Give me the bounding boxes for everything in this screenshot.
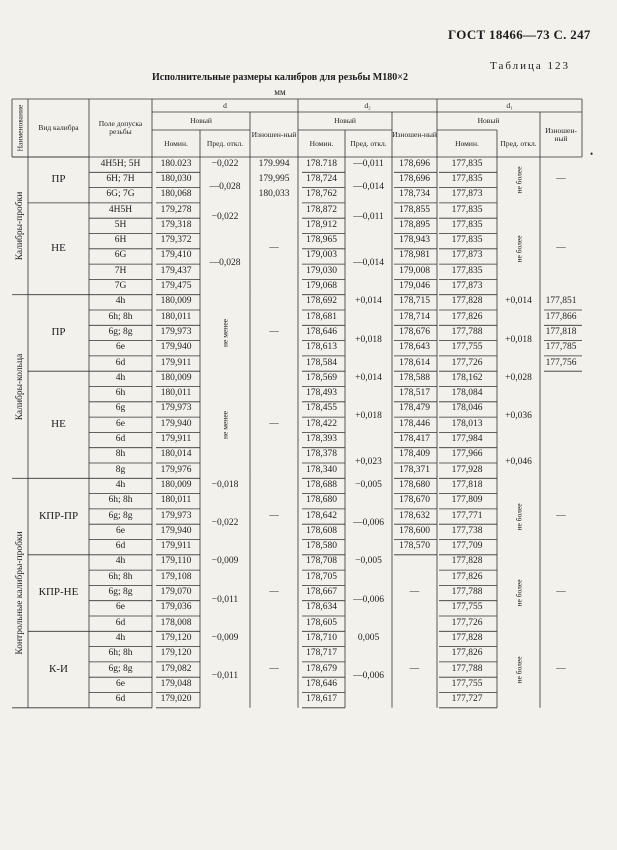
d1-nominal: 177,727 (451, 694, 483, 705)
tolerance-field: 6e (116, 342, 125, 353)
tolerance-field: 6G (114, 250, 127, 261)
tolerance-field: 4H5H; 5H (100, 158, 141, 169)
d-limit-note: не менее (220, 318, 230, 347)
header-new-d2: Новый (334, 116, 356, 126)
header-naimenovanie: Наименование (15, 104, 25, 152)
d2-nominal: 178,646 (306, 678, 337, 689)
d2-worn-dash: — (409, 663, 420, 674)
tolerance-field: 6h; 8h (108, 648, 133, 659)
d2-deviation: —0,006 (353, 671, 384, 682)
d1-nominal: 177,788 (451, 587, 483, 598)
d2-nominal: 178,642 (306, 510, 337, 521)
d-nominal: 179,318 (160, 219, 192, 230)
d2-worn: 178,643 (399, 342, 430, 353)
d1-nominal: 178,013 (451, 418, 483, 429)
section-label-2: Калибры-кольца (15, 353, 25, 420)
d1-limit-note: не более (514, 579, 523, 607)
d2-worn: 178,614 (399, 357, 430, 368)
d-nominal: 180.023 (160, 158, 192, 169)
d1-nominal: 177,835 (451, 158, 483, 169)
d1-nominal: 177,788 (451, 326, 483, 337)
d1-worn-dash: — (556, 587, 566, 598)
d1-nominal: 177,873 (451, 250, 483, 261)
d2-nominal: 178,455 (306, 403, 337, 414)
d2-worn: 178,670 (399, 495, 430, 506)
d-nominal: 179,475 (160, 281, 192, 292)
tolerance-field: 6d (115, 357, 126, 368)
d1-nominal: 177,738 (451, 525, 483, 536)
d-deviation: −0,018 (211, 479, 239, 490)
d-deviation: −0,022 (211, 158, 239, 169)
header-nomin-d1: Номин. (455, 138, 479, 148)
gauge-type-3: ПР (51, 326, 66, 339)
d2-nominal: 178,705 (306, 571, 337, 582)
tolerance-field: 6h; 8h (108, 495, 133, 506)
d-deviation: −0,009 (211, 556, 239, 567)
header-d2: d₂ (364, 100, 371, 110)
d2-deviation: +0,018 (355, 411, 382, 422)
tolerance-field: 8h (115, 449, 126, 460)
table-number: Таблица 123 (490, 60, 571, 72)
d2-worn: 178,417 (399, 434, 430, 445)
d2-worn: 178,895 (399, 219, 430, 230)
d1-nominal: 177,835 (451, 204, 483, 215)
d1-limit-note: не более (514, 503, 523, 531)
d2-nominal: 178,688 (306, 479, 337, 490)
d-nominal: 179,976 (160, 464, 192, 475)
d2-worn: 178,446 (399, 418, 430, 429)
d2-deviation: 0,005 (357, 632, 380, 643)
d2-nominal: 178,569 (306, 372, 337, 383)
d-worn: 179,995 (258, 173, 290, 184)
d-nominal: 179,110 (160, 556, 192, 567)
d-deviation: −0,022 (211, 212, 239, 223)
d-nominal: 180,009 (160, 372, 192, 383)
d1-worn-ring: 177,866 (545, 311, 577, 322)
tolerance-field: 6e (116, 525, 125, 536)
tolerance-field: 6d (115, 434, 126, 445)
tolerance-field: 8g (115, 464, 126, 475)
d1-nominal: 177,873 (451, 281, 483, 292)
header-pred-d: Пред. откл. (206, 138, 244, 148)
d-worn-dash: — (269, 587, 279, 598)
d-nominal: 178,008 (160, 617, 192, 628)
d-worn-dash: — (269, 242, 279, 253)
d1-nominal: 177,771 (451, 510, 483, 521)
d1-nominal: 177,828 (451, 296, 483, 307)
tolerance-field: 6e (116, 602, 125, 613)
d2-worn: 178,600 (399, 525, 430, 536)
d2-nominal: 178,724 (306, 173, 337, 184)
d1-nominal: 178,046 (451, 403, 483, 414)
d2-deviation: −0,005 (355, 556, 382, 567)
d2-nominal: 178,608 (306, 525, 337, 536)
d2-deviation: −0,005 (355, 479, 382, 490)
d-nominal: 179,036 (160, 602, 192, 613)
tolerance-field: 6g; 8g (108, 663, 133, 674)
d-nominal: 179,437 (160, 265, 192, 276)
d2-nominal: 178,717 (306, 648, 337, 659)
d-worn-dash: — (269, 510, 279, 521)
d1-worn-dash: — (556, 663, 566, 674)
d1-nominal: 177,928 (451, 464, 483, 475)
d2-worn: 178,696 (399, 158, 430, 169)
tolerance-field: 6h; 8h (108, 311, 133, 322)
d1-worn-dash: — (556, 173, 566, 184)
d-nominal: 179,020 (160, 694, 192, 705)
d2-nominal: 178,680 (306, 495, 337, 506)
d1-limit-note: не более (514, 166, 523, 194)
header-worn-d1: Изношен-ный (545, 125, 577, 143)
d2-deviation: —0,006 (353, 594, 384, 605)
d2-nominal: 178,378 (306, 449, 337, 460)
d-nominal: 179,973 (160, 403, 192, 414)
d-nominal: 179,940 (160, 342, 192, 353)
d2-nominal: 178,965 (306, 235, 337, 246)
d-nominal: 180,068 (160, 189, 192, 200)
d2-worn: 178,632 (399, 510, 430, 521)
tolerance-field: 6h; 8h (108, 571, 133, 582)
d-deviation: −0,011 (211, 594, 239, 605)
d2-worn: 178,981 (399, 250, 430, 261)
d1-nominal: 178,084 (451, 388, 483, 399)
d1-deviation: +0,018 (505, 334, 532, 345)
d1-nominal: 177,835 (451, 173, 483, 184)
header-d: d (223, 100, 227, 110)
d2-deviation: —0,014 (353, 181, 384, 192)
d2-deviation: —0,011 (353, 212, 384, 223)
d2-nominal: 179,030 (306, 265, 337, 276)
d2-deviation: —0,011 (353, 158, 384, 169)
d-nominal: 179,973 (160, 510, 192, 521)
d1-nominal: 177,835 (451, 219, 483, 230)
d2-worn: 178,855 (399, 204, 430, 215)
d2-nominal: 178,708 (306, 556, 337, 567)
d1-nominal: 177,826 (451, 648, 483, 659)
d2-nominal: 178,646 (306, 326, 337, 337)
d1-nominal: 177,828 (451, 632, 483, 643)
unit-label: мм (274, 87, 286, 97)
gauge-type-6: КПР-НЕ (38, 586, 79, 599)
section-label-3: Контрольные калибры-пробки (15, 531, 25, 655)
d2-worn: 178,371 (399, 464, 430, 475)
d1-worn-ring: 177,851 (545, 296, 577, 307)
d2-nominal: 178,340 (306, 464, 337, 475)
tolerance-field: 6d (115, 541, 126, 552)
d-nominal: 179,108 (160, 571, 192, 582)
d2-deviation: +0,014 (355, 296, 382, 307)
d2-deviation: +0,014 (355, 372, 382, 383)
d2-nominal: 178,393 (306, 434, 337, 445)
d2-nominal: 178,617 (306, 694, 337, 705)
d2-nominal: 178,493 (306, 388, 337, 399)
d2-worn: 178,715 (399, 296, 430, 307)
d1-nominal: 177,788 (451, 663, 483, 674)
d2-nominal: 178,634 (306, 602, 337, 613)
d2-worn: 178,714 (399, 311, 430, 322)
d-deviation: −0,011 (211, 671, 239, 682)
header-new-d: Новый (190, 116, 212, 126)
d-worn-dash: — (269, 326, 279, 337)
side-mark: • (590, 149, 594, 159)
d1-nominal: 177,818 (451, 479, 483, 490)
d-nominal: 179,120 (160, 648, 192, 659)
d2-deviation: —0,006 (353, 518, 384, 529)
d-nominal: 179,070 (160, 587, 192, 598)
d1-nominal: 177,755 (451, 678, 483, 689)
d-nominal: 180,011 (160, 311, 192, 322)
d2-worn-dash: — (409, 587, 420, 598)
d1-deviation: +0,028 (505, 372, 532, 383)
d-limit-note: не менее (220, 410, 230, 439)
header-d1: d₁ (506, 100, 513, 110)
tolerance-field: 6e (116, 678, 125, 689)
d1-nominal: 177,809 (451, 495, 483, 506)
d1-nominal: 177,984 (451, 434, 483, 445)
d-nominal: 179,278 (160, 204, 192, 215)
d2-nominal: 178,605 (306, 617, 337, 628)
header-vid-kalibra: Вид калибра (38, 123, 79, 133)
tolerance-field: 4h (115, 479, 126, 490)
d1-nominal: 177,835 (451, 235, 483, 246)
d-nominal: 179,372 (160, 235, 192, 246)
d2-deviation: +0,018 (355, 334, 382, 345)
tolerance-field: 6g; 8g (108, 510, 133, 521)
tolerance-field: 6H (114, 235, 127, 246)
tolerance-field: 6H; 7H (106, 173, 135, 184)
d2-worn: 178,588 (399, 372, 430, 383)
d2-nominal: 178,667 (306, 587, 337, 598)
gauge-type-4: НЕ (51, 417, 66, 430)
header-nomin-d2: Номин. (309, 138, 334, 148)
d-worn-dash: — (269, 418, 279, 429)
d-nominal: 179,048 (160, 678, 192, 689)
d1-nominal: 177,726 (451, 617, 483, 628)
gauge-type-7: К-И (49, 662, 68, 675)
d-worn: 179.994 (258, 158, 290, 169)
d1-nominal: 177,828 (451, 556, 483, 567)
tolerance-field: 6g (115, 403, 126, 414)
d2-worn: 178,409 (399, 449, 430, 460)
d-nominal: 179,120 (160, 632, 192, 643)
d2-nominal: 178,692 (306, 296, 337, 307)
d1-limit-note: не более (514, 656, 523, 684)
d2-nominal: 178,762 (306, 189, 337, 200)
d2-nominal: 178,872 (306, 204, 337, 215)
header-nomin-d: Номин. (164, 138, 188, 148)
d-nominal: 179,911 (160, 434, 192, 445)
tolerance-field: 6g; 8g (108, 326, 133, 337)
d2-nominal: 178,912 (306, 219, 337, 230)
d1-nominal: 177,966 (451, 449, 483, 460)
tolerance-field: 4h (115, 296, 126, 307)
tolerance-field: 6e (116, 418, 125, 429)
d1-worn-ring: 177,756 (545, 357, 577, 368)
d1-worn-ring: 177,785 (545, 342, 577, 353)
d1-nominal: 177,835 (451, 265, 483, 276)
gauge-type-5: КПР-ПР (38, 509, 79, 522)
d1-nominal: 177,826 (451, 571, 483, 582)
d1-worn-dash: — (556, 510, 566, 521)
d-deviation: —0,028 (209, 258, 241, 269)
d2-nominal: 178,422 (306, 418, 337, 429)
d1-nominal: 178,162 (451, 372, 483, 383)
d-nominal: 180,011 (160, 495, 192, 506)
d-nominal: 179,410 (160, 250, 192, 261)
d2-nominal: 178,580 (306, 541, 337, 552)
tolerance-field: 6d (115, 617, 126, 628)
d1-deviation: +0,046 (505, 457, 532, 467)
tolerance-field: 7G (114, 281, 127, 292)
d-nominal: 180,030 (160, 173, 192, 184)
header-new-d1: Новый (477, 116, 500, 126)
page-header: ГОСТ 18466—73 С. 247 (448, 27, 591, 42)
d-nominal: 179,911 (160, 541, 192, 552)
tolerance-field: 7H (114, 265, 127, 276)
d2-worn: 178,479 (399, 403, 430, 414)
d1-worn-ring: 177,818 (545, 326, 577, 337)
d2-worn: 178,696 (399, 173, 430, 184)
d-deviation: −0,022 (211, 518, 239, 529)
d1-nominal: 177,755 (451, 342, 483, 353)
gauge-type-2: НЕ (51, 242, 66, 255)
d2-nominal: 178,679 (306, 663, 337, 674)
d-nominal: 179,082 (160, 663, 192, 674)
d2-deviation: +0,023 (355, 457, 382, 467)
d1-limit-note: не более (514, 235, 523, 263)
table-title: Исполнительные размеры калибров для резьбы М180×2 (152, 72, 408, 83)
d-nominal: 180,009 (160, 479, 192, 490)
header-pole-dopuska: Поле допуска резьбы (98, 119, 143, 136)
d1-nominal: 177,873 (451, 189, 483, 200)
header-pred-d2: Пред. откл. (350, 138, 387, 148)
d-nominal: 179,940 (160, 525, 192, 536)
d2-nominal: 178,584 (306, 357, 337, 368)
header-worn-d: Изношен-ный (251, 129, 297, 139)
gauge-type-1: ПР (51, 173, 66, 186)
d-worn: 180,033 (258, 189, 290, 200)
d2-worn: 178,734 (399, 189, 430, 200)
d-deviation: −0,009 (211, 632, 239, 643)
d2-worn: 179,046 (399, 281, 430, 292)
d2-worn: 179,008 (399, 265, 430, 276)
d2-worn: 178,517 (399, 388, 430, 399)
d2-nominal: 179,003 (306, 250, 337, 261)
d2-nominal: 178,681 (306, 311, 337, 322)
d1-deviation: +0,036 (505, 411, 532, 422)
d1-nominal: 177,826 (451, 311, 483, 322)
header-pred-d1: Пред. откл. (500, 138, 537, 148)
d-worn-dash: — (269, 663, 279, 674)
d2-nominal: 178,613 (306, 342, 337, 353)
d2-nominal: 178.718 (306, 158, 337, 169)
tolerance-field: 4h (115, 372, 126, 383)
header-worn-d2: Изношен-ный (392, 129, 437, 139)
tolerance-field: 6g; 8g (108, 587, 133, 598)
tolerance-field: 4h (115, 556, 126, 567)
d1-worn-dash: — (556, 242, 566, 253)
tolerance-field: 5H (114, 219, 127, 230)
section-label-1: Калибры-пробки (15, 191, 25, 261)
d-nominal: 179,911 (160, 357, 192, 368)
tolerance-field: 6d (115, 694, 126, 705)
d1-nominal: 177,726 (451, 357, 483, 368)
d-nominal: 179,940 (160, 418, 192, 429)
tolerance-field: 4H5H (108, 204, 133, 215)
tolerance-field: 6h (115, 388, 126, 399)
tolerance-field: 6G; 7G (106, 189, 135, 200)
d2-worn: 178,943 (399, 235, 430, 246)
d2-worn: 178,570 (399, 541, 430, 552)
d2-nominal: 178,710 (306, 632, 337, 643)
d1-nominal: 177,709 (451, 541, 483, 552)
d1-deviation: +0,014 (505, 296, 532, 307)
d-nominal: 180,014 (160, 449, 192, 460)
d-nominal: 179,973 (160, 326, 192, 337)
d2-worn: 178,676 (399, 326, 430, 337)
d2-deviation: —0,014 (353, 258, 384, 269)
d-nominal: 180,009 (160, 296, 192, 307)
d2-worn: 178,680 (399, 479, 430, 490)
d-deviation: —0,028 (209, 181, 241, 192)
d2-nominal: 179,068 (306, 281, 337, 292)
d1-nominal: 177,755 (451, 602, 483, 613)
d-nominal: 180,011 (160, 388, 192, 399)
tolerance-field: 4h (115, 632, 126, 643)
